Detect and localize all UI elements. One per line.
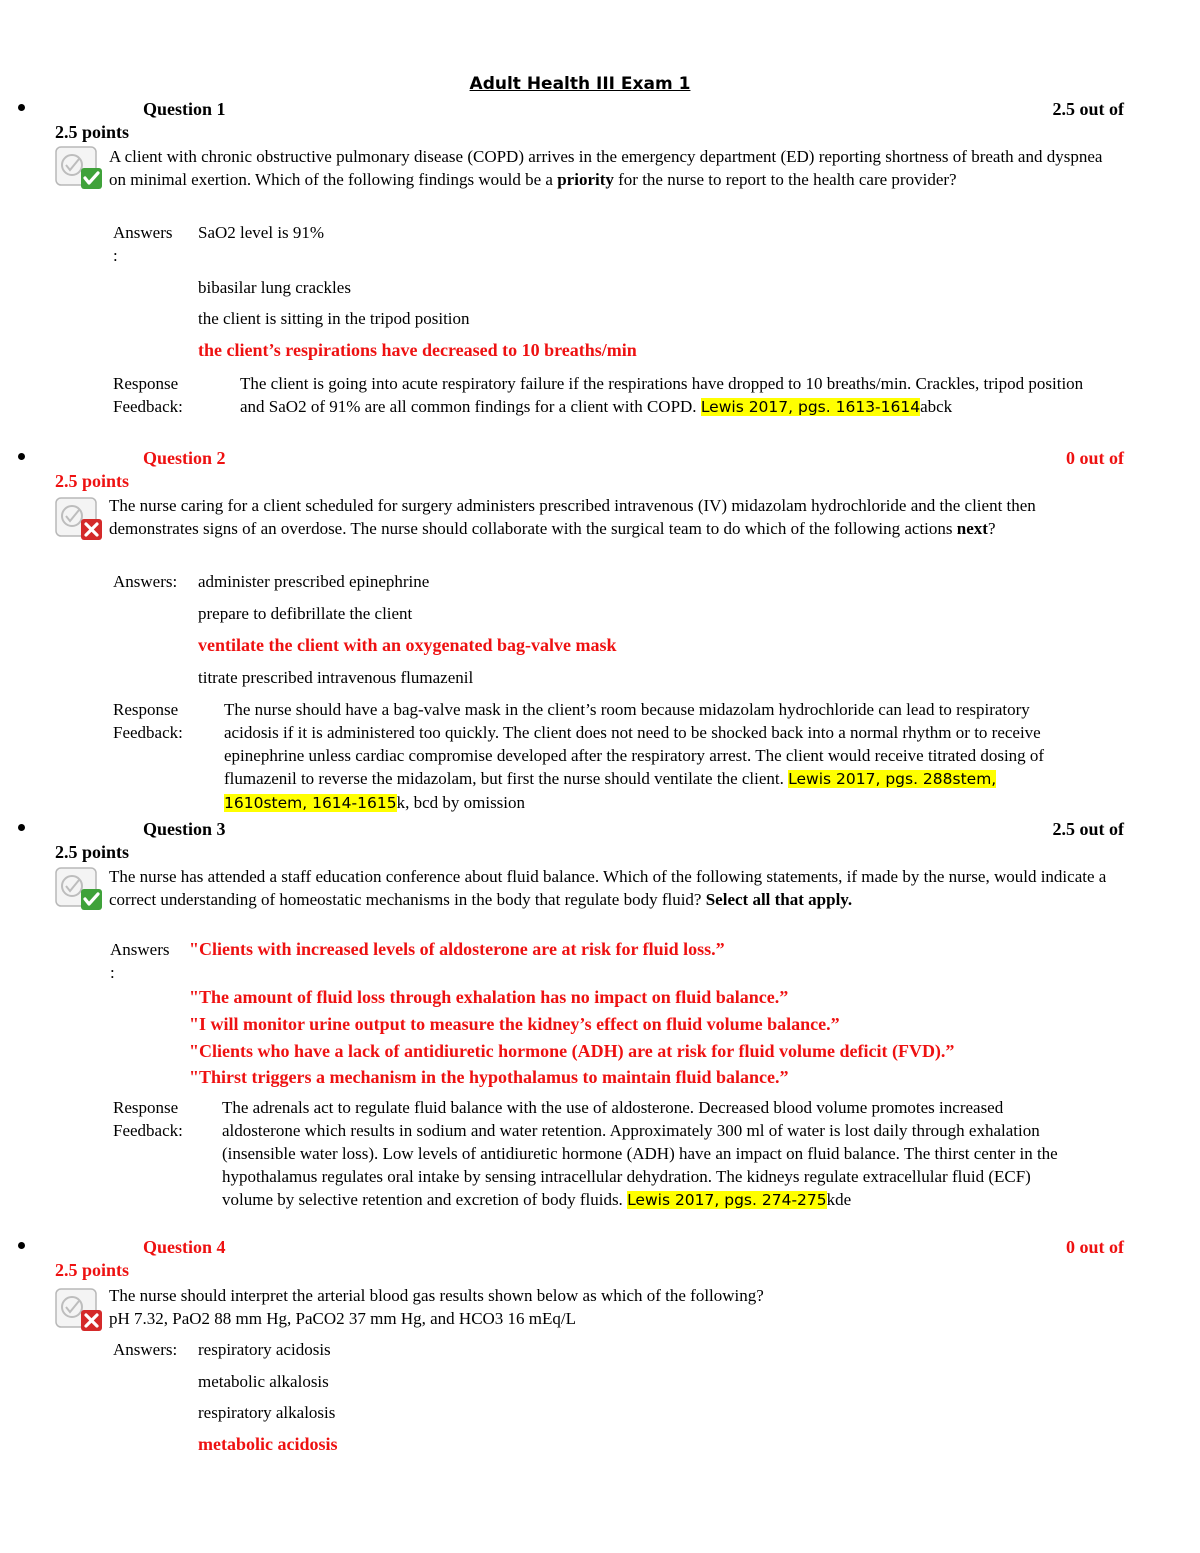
answer-option-correct: "Thirst triggers a mechanism in the hypothalamus to maintain fluid balance.” xyxy=(189,1067,789,1087)
question-score: 0 out of xyxy=(1066,1237,1124,1257)
incorrect-x-icon xyxy=(55,497,103,541)
answer-option-correct: "I will monitor urine output to measure the kidney’s effect on fluid volume balance.” xyxy=(189,1014,840,1034)
feedback-label: Feedback: xyxy=(113,397,183,416)
answer-option-correct: "Clients who have a lack of antidiuretic hormone (ADH) are at risk for fluid volume deficit (FVD).” xyxy=(189,1041,955,1061)
reference-highlight: Lewis 2017, pgs. 288stem, 1610stem, 1614-1615 xyxy=(224,770,997,812)
response-label: Response xyxy=(113,1098,179,1117)
response-feedback: The client is going into acute respiratory failure if the respirations have dropped to 10 breaths/min. Crackles, tripod position and SaO2 of 91% are all common findings for a client with COPD. Lewis 2017, pgs. 1613-1614abck xyxy=(240,374,1084,416)
answer-option: prepare to defibrillate the client xyxy=(198,604,413,623)
incorrect-x-icon xyxy=(55,1288,103,1332)
answers-label-colon: : xyxy=(113,246,118,265)
answer-option-correct: "Clients with increased levels of aldosterone are at risk for fluid loss.” xyxy=(189,939,725,959)
question-text: A client with chronic obstructive pulmonary disease (COPD) arrives in the emergency department (ED) reporting shortness of breath and dyspnea on minimal exertion. Which of the following findings would be a priority for the nurse to report to the health care provider? xyxy=(109,147,1103,189)
bullet xyxy=(18,104,25,111)
correct-check-icon xyxy=(55,146,103,190)
question-text: The nurse caring for a client scheduled for surgery administers prescribed intravenous (IV) midazolam hydrochloride and the client then demonstrates signs of an overdose. The nurse should collaborate with the surgical team to do which of the following actions next? xyxy=(109,496,1036,538)
question-label: Question 2 xyxy=(143,448,226,468)
reference-highlight: Lewis 2017, pgs. 274-275 xyxy=(627,1191,827,1209)
answer-option: SaO2 level is 91% xyxy=(198,223,325,242)
answer-option: respiratory alkalosis xyxy=(198,1403,336,1422)
question-points: 2.5 points xyxy=(55,842,130,862)
feedback-label: Feedback: xyxy=(113,723,183,742)
bullet xyxy=(18,1242,25,1249)
answer-option-correct: metabolic acidosis xyxy=(198,1434,338,1454)
question-label: Question 3 xyxy=(143,819,226,839)
page-title: Adult Health III Exam 1 xyxy=(469,74,691,94)
answer-option: administer prescribed epinephrine xyxy=(198,572,430,591)
answer-option: bibasilar lung crackles xyxy=(198,278,351,297)
correct-check-icon xyxy=(55,867,103,911)
answer-option: the client is sitting in the tripod position xyxy=(198,309,470,328)
question-points: 2.5 points xyxy=(55,471,130,491)
question-score: 2.5 out of xyxy=(1052,819,1124,839)
question-text: The nurse should interpret the arterial blood gas results shown below as which of the following? pH 7.32, PaO2 88 mm Hg, PaCO2 37 mm Hg, and HCO3 16 mEq/L xyxy=(109,1284,1109,1330)
question-text: The nurse has attended a staff education conference about fluid balance. Which of the following statements, if made by the nurse, would indicate a correct understanding of homeostatic mechanisms in the body that regulate body fluid? Select all that apply. xyxy=(109,867,1107,909)
response-feedback: The adrenals act to regulate fluid balance with the use of aldosterone. Decreased blood volume promotes increased aldosterone which results in sodium and water retention. Approximately 300 ml of water is lost daily through exhalation (insensible water loss). Low levels of antidiuretic hormone (ADH) have an impact on fluid balance. The thirst center in the hypothalamus regulates oral intake by sensing intracellular dehydration. The kidneys regulate extracellular fluid (ECF) volume by selective retention and excretion of body fluids. Lewis 2017, pgs. 274-275kde xyxy=(222,1098,1058,1209)
bullet xyxy=(18,453,25,460)
answer-option-correct: ventilate the client with an oxygenated bag-valve mask xyxy=(198,635,617,655)
question-score: 0 out of xyxy=(1066,448,1124,468)
answer-option-correct: the client’s respirations have decreased to 10 breaths/min xyxy=(198,340,637,360)
answers-label: Answers: xyxy=(113,1340,178,1359)
answer-option: respiratory acidosis xyxy=(198,1340,331,1359)
answers-label-colon: : xyxy=(110,963,115,982)
question-label: Question 4 xyxy=(143,1237,226,1257)
answers-label: Answers xyxy=(113,223,173,242)
reference-highlight: Lewis 2017, pgs. 1613-1614 xyxy=(700,398,921,416)
response-label: Response xyxy=(113,700,179,719)
question-score: 2.5 out of xyxy=(1052,99,1124,119)
abg-values: pH 7.32, PaO2 88 mm Hg, PaCO2 37 mm Hg, and HCO3 16 mEq/L xyxy=(109,1309,577,1328)
response-feedback: The nurse should have a bag-valve mask in the client’s room because midazolam hydrochloride can lead to respiratory acidosis if it is administered too quickly. The client does not need to be shocked back into a normal rhythm or to receive epinephrine unless cardiac compromise developed after the respiratory arrest. The client would receive titrated dosing of flumazenil to reverse the midazolam, but first the nurse should ventilate the client. Lewis 2017, pgs. 288stem, 1610stem, 1614-1615k, bcd by omission xyxy=(224,700,1045,812)
answers-label: Answers xyxy=(110,940,170,959)
answer-option: titrate prescribed intravenous flumazenil xyxy=(198,668,474,687)
answer-option-correct: "The amount of fluid loss through exhalation has no impact on fluid balance.” xyxy=(189,987,789,1007)
answer-option: metabolic alkalosis xyxy=(198,1372,329,1391)
question-points: 2.5 points xyxy=(55,1260,130,1280)
response-label: Response xyxy=(113,374,179,393)
question-points: 2.5 points xyxy=(55,122,130,142)
question-label: Question 1 xyxy=(143,99,226,119)
bullet xyxy=(18,824,25,831)
feedback-label: Feedback: xyxy=(113,1121,183,1140)
answers-label: Answers: xyxy=(113,572,178,591)
